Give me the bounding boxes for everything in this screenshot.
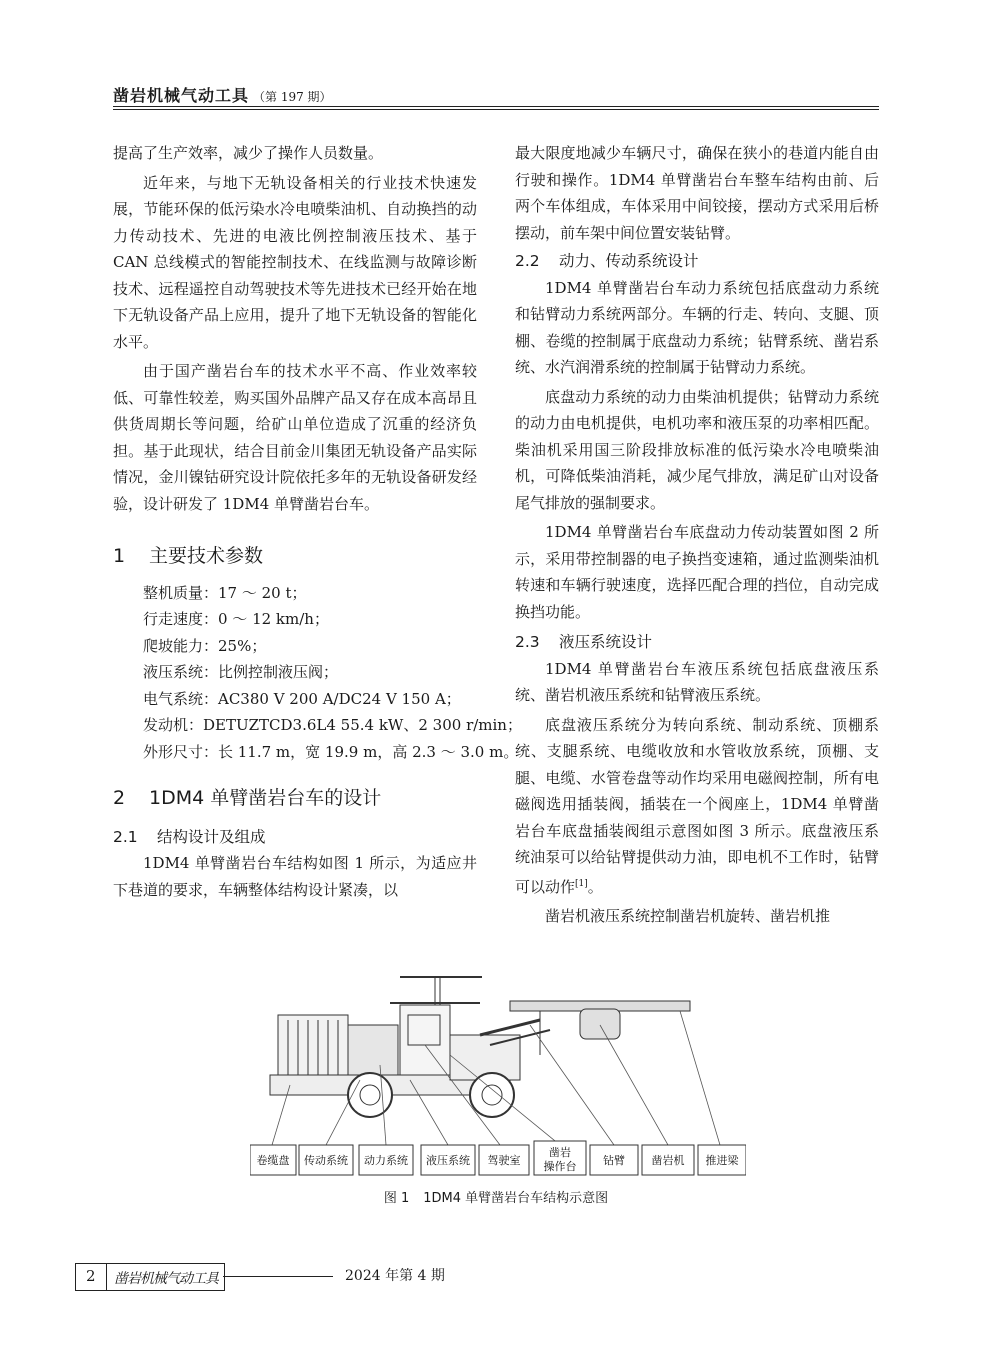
subsection-heading-2-3: 2.3 液压系统设计 — [515, 633, 653, 651]
parameter-item: 发动机：DETUZTCD3.6L4 55.4 kW、2 300 r/min； — [143, 716, 522, 734]
right-column — [515, 140, 879, 930]
footer-rule — [223, 1276, 333, 1277]
footer-box — [75, 1263, 225, 1291]
citation-ref: [1] — [575, 878, 588, 889]
section-heading-1: 1 主要技术参数 — [113, 545, 264, 567]
paragraph: 近年来，与地下无轨设备相关的行业技术快速发展，节能环保的低污染水冷电喷柴油机、自动换挡的动力传动技术、先进的电液比例控制液压技术、基于 CAN 总线模式的智能控制技术、在线监测与故障诊断技术、远程遥控自动驾驶技术等先进技术已经开始在地下无轨设备产品上应用，提升了地下无轨设备的智能化水平。 — [113, 173, 477, 351]
header-rule-thin — [113, 109, 879, 110]
subsection-heading-2-2: 2.2 动力、传动系统设计 — [515, 252, 699, 270]
label-rock-drill: 凿岩机 — [651, 1154, 685, 1167]
page-number: 2 — [86, 1267, 96, 1285]
label-cab: 驾驶室 — [487, 1154, 521, 1167]
paragraph: 凿岩机液压系统控制凿岩机旋转、凿岩机推 — [545, 907, 831, 925]
parameter-item: 整机质量：17 ～ 20 t； — [143, 583, 307, 602]
parameter-list — [113, 580, 522, 766]
parameter-item: 电气系统：AC380 V 200 A/DC24 V 150 A； — [143, 689, 461, 708]
label-boom: 钻臂 — [603, 1154, 625, 1167]
footer-issue: 2024 年第 4 期 — [345, 1268, 445, 1284]
label-cable-reel: 卷缆盘 — [256, 1154, 290, 1167]
journal-title: 凿岩机械气动工具 — [113, 86, 250, 105]
label-power-system: 动力系统 — [364, 1154, 408, 1167]
label-hydraulic-system: 液压系统 — [426, 1154, 470, 1167]
label-control-console: 操作台 — [543, 1160, 577, 1173]
parameter-item: 行走速度：0 ～ 12 km/h； — [143, 610, 329, 628]
subsection-heading-2-1: 2.1 结构设计及组成 — [113, 827, 266, 846]
paragraph: 1DM4 单臂凿岩台车液压系统包括底盘液压系统、凿岩机液压系统和钻臂液压系统。 — [515, 659, 879, 704]
paragraph: 最大限度地减少车辆尺寸，确保在狭小的巷道内能自由行驶和操作。1DM4 单臂凿岩台车整车结构由前、后两个车体组成，车体采用中间铰接，摆动方式采用后桥摆动，前车架中间位置安装钻臂。 — [515, 144, 879, 242]
paragraph: 1DM4 单臂凿岩台车动力系统包括底盘动力系统和钻臂动力系统两部分。车辆的行走、转向、支腿、顶棚、卷缆的控制属于底盘动力系统；钻臂系统、凿岩系统、水汽润滑系统的控制属于钻臂动力系统。 — [515, 278, 879, 376]
paragraph: 由于国产凿岩台车的技术水平不高、作业效率较低、可靠性较差，购买国外品牌产品又存在成本高昂且供货周期长等问题，给矿山单位造成了沉重的经济负担。基于此现状，结合目前金川集团无轨设备产品实际情况，金川镍钴研究设计院依托多年的无轨设备研发经验，设计研发了 1DM4 单臂凿岩台车。 — [113, 362, 477, 513]
journal-logo: 凿岩机械气动工具 — [114, 1271, 218, 1287]
parameter-item: 外形尺寸：长 11.7 m，宽 19.9 m，高 2.3 ～ 3.0 m。 — [143, 742, 519, 761]
label-feed-beam: 推进梁 — [705, 1154, 739, 1167]
parameter-item: 爬坡能力：25%； — [143, 636, 267, 655]
paragraph: 1DM4 单臂凿岩台车底盘动力传动装置如图 2 所示，采用带控制器的电子换挡变速箱，通过监测柴油机转速和车辆行驶速度，选择匹配合理的挡位，自动完成换挡功能。 — [515, 523, 879, 621]
paragraph: 1DM4 单臂凿岩台车结构如图 1 所示，为适应井下巷道的要求，车辆整体结构设计紧凑，以 — [113, 854, 477, 899]
header-rule — [113, 106, 879, 107]
parameter-item: 液压系统：比例控制液压阀； — [143, 663, 339, 681]
figure-caption: 图 1 1DM4 单臂凿岩台车结构示意图 — [383, 1191, 609, 1206]
label-transmission: 传动系统 — [304, 1154, 348, 1167]
paragraph: 底盘动力系统的动力由柴油机提供；钻臂动力系统的动力由电机提供，电机功率和液压泵的功率相匹配。柴油机采用国三阶段排放标准的低污染水冷电喷柴油机，可降低柴油消耗，减少尾气排放，满足矿山对设备尾气排放的强制要求。 — [515, 387, 879, 512]
paragraph: 底盘液压系统分为转向系统、制动系统、顶棚系统、支腿系统、电缆收放和水管收放系统，顶棚、支腿、电缆、水管卷盘等动作均采用电磁阀控制，所有电磁阀选用插装阀，插装在一个阀座上，1DM4 单臂凿岩台车底盘插装阀组示意图如图 3 所示。底盘液压系统油泵可以给钻臂提供动力油，即电机不工作时，钻臂可以动作[1]。 — [515, 715, 879, 896]
section-heading-2: 2 1DM4 单臂凿岩台车的设计 — [113, 787, 382, 809]
paragraph: 提高了生产效率，减少了操作人员数量。 — [113, 144, 384, 162]
issue-number: （第 197 期） — [253, 90, 332, 104]
figure-drill-rig-diagram — [250, 965, 746, 1185]
label-drilling: 凿岩 — [549, 1146, 571, 1159]
left-column — [113, 140, 522, 903]
